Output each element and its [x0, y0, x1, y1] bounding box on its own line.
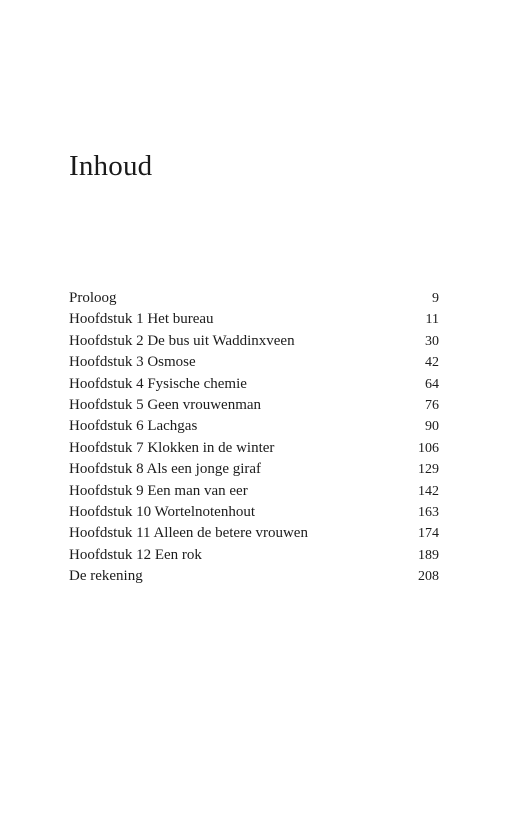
toc-entry-chapter-10 — [69, 502, 439, 523]
toc-entry-label: Hoofdstuk 3 Osmose — [69, 354, 196, 371]
toc-entry-label: Hoofdstuk 10 Wortelnotenhout — [69, 503, 255, 520]
toc-entry-label: Hoofdstuk 11 Alleen de betere vrouwen — [69, 525, 308, 542]
toc-entry-label: Hoofdstuk 1 Het bureau — [69, 311, 214, 328]
toc-entry-chapter-6 — [69, 416, 439, 437]
toc-entry-page: 64 — [425, 376, 439, 392]
toc-entry-page: 42 — [425, 355, 439, 371]
toc-entry-page: 106 — [418, 440, 439, 456]
toc-entry-label: Hoofdstuk 2 De bus uit Waddinxveen — [69, 332, 295, 349]
toc-title: Inhoud — [69, 150, 153, 182]
toc-list — [69, 288, 439, 587]
toc-entry-chapter-2 — [69, 331, 439, 352]
toc-entry-label: Hoofdstuk 12 Een rok — [69, 546, 202, 563]
toc-entry-page: 142 — [418, 483, 439, 499]
toc-entry-page: 208 — [418, 569, 439, 585]
toc-entry-chapter-9 — [69, 481, 439, 502]
toc-entry-label: Hoofdstuk 8 Als een jonge giraf — [69, 461, 262, 478]
toc-entry-chapter-7 — [69, 438, 439, 459]
toc-entry-chapter-1 — [69, 309, 439, 330]
toc-entry-label: Hoofdstuk 9 Een man van eer — [69, 482, 248, 499]
toc-entry-proloog — [69, 288, 439, 309]
toc-entry-label: Hoofdstuk 5 Geen vrouwenman — [69, 396, 262, 413]
toc-entry-label: Hoofdstuk 6 Lachgas — [69, 418, 198, 435]
toc-entry-page: 9 — [432, 291, 439, 306]
toc-entry-chapter-4 — [69, 374, 439, 395]
toc-entry-label: De rekening — [69, 568, 143, 585]
toc-entry-page: 163 — [418, 504, 439, 520]
toc-entry-chapter-12 — [69, 545, 439, 566]
toc-entry-chapter-11 — [69, 523, 439, 544]
toc-entry-label: Hoofdstuk 7 Klokken in de winter — [69, 439, 275, 456]
toc-entry-page: 129 — [418, 462, 439, 478]
toc-entry-chapter-5 — [69, 395, 439, 416]
toc-entry-page: 11 — [425, 312, 439, 328]
toc-entry-page: 90 — [425, 419, 439, 435]
toc-entry-label: Hoofdstuk 4 Fysische chemie — [69, 375, 247, 392]
toc-entry-rekening — [69, 566, 439, 587]
toc-entry-page: 30 — [425, 333, 439, 349]
toc-entry-page: 189 — [418, 547, 439, 563]
toc-entry-page: 174 — [418, 526, 439, 542]
toc-entry-page: 76 — [425, 397, 439, 413]
toc-entry-label: Proloog — [69, 290, 117, 306]
toc-entry-chapter-8 — [69, 459, 439, 480]
toc-entry-chapter-3 — [69, 352, 439, 373]
